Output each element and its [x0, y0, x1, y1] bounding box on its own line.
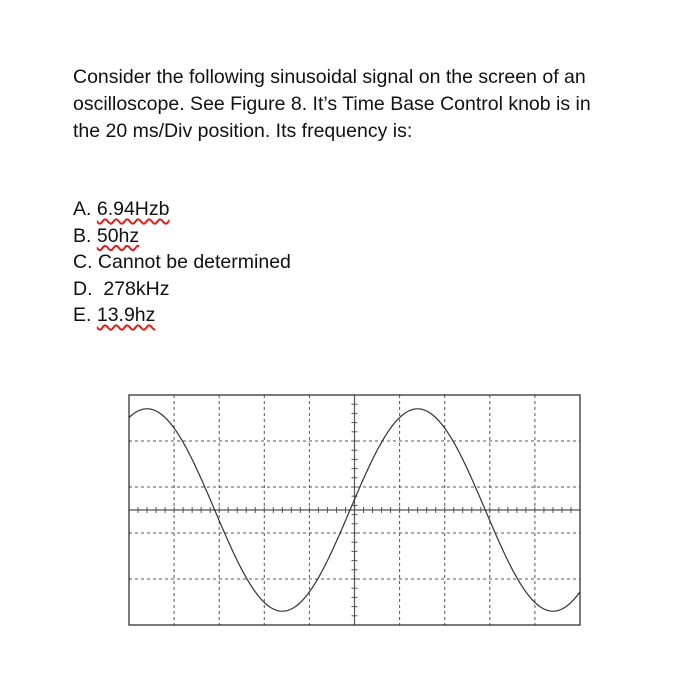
option-letter: C.: [73, 251, 93, 273]
option-value: 13.9hz: [96, 304, 156, 326]
option-letter: B.: [73, 224, 92, 247]
option-value: 6.94Hzb: [96, 198, 170, 220]
question-line-2: oscilloscope. See Figure 8. It’s Time Base Control knob is in: [73, 93, 591, 115]
option-value: 50hz: [96, 224, 140, 247]
oscilloscope-grid: [129, 395, 580, 625]
option-letter: D.: [73, 277, 98, 300]
option-value: 278kHz: [103, 277, 170, 300]
option-letter: E.: [73, 304, 92, 326]
question-line-1: Consider the following sinusoidal signal on the screen of an: [73, 66, 586, 88]
question-line-3: the 20 ms/Div position. Its frequency is:: [73, 120, 413, 142]
option-value: Cannot be determined: [97, 251, 291, 273]
option-letter: A.: [73, 198, 92, 220]
